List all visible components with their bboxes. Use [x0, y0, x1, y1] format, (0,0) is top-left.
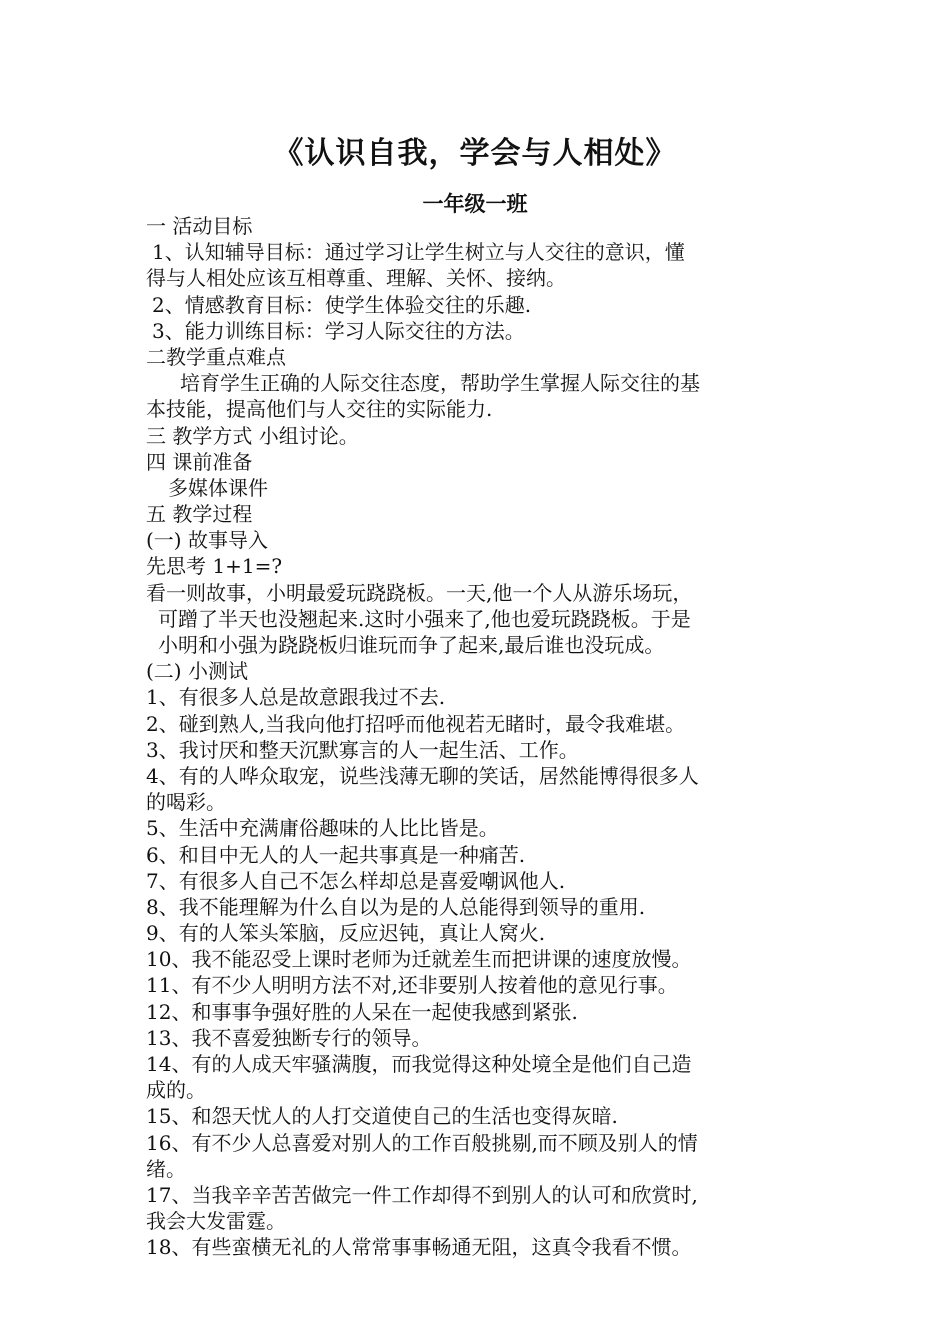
goal-item-1: 1、认知辅导目标：通过学习让学生树立与人交往的意识，懂 [152, 240, 685, 265]
focus-paragraph: 培育学生正确的人际交往态度，帮助学生掌握人际交往的基 [180, 371, 700, 396]
quiz-item: 18、有些蛮横无礼的人常常事事畅通无阻，这真令我看不惯。 [146, 1235, 692, 1260]
subsection-story: (一) 故事导入 [146, 528, 268, 553]
quiz-item: 2、碰到熟人,当我向他打招呼而他视若无睹时，最令我难堪。 [146, 711, 686, 736]
quiz-item: 8、我不能理解为什么自以为是的人总能得到领导的重用. [146, 894, 646, 919]
document-body [146, 213, 810, 1261]
quiz-item-cont: 绪。 [146, 1156, 186, 1181]
subsection-quiz: (二) 小测试 [146, 659, 248, 684]
goal-item-1-cont: 得与人相处应该互相尊重、理解、关怀、接纳。 [146, 266, 566, 291]
prep-item: 多媒体课件 [168, 475, 268, 500]
quiz-item-cont: 成的。 [146, 1078, 206, 1103]
section-heading-focus: 二教学重点难点 [146, 344, 286, 369]
quiz-item: 11、有不少人明明方法不对,还非要别人按着他的意见行事。 [146, 973, 678, 998]
quiz-item: 16、有不少人总喜爱对别人的工作百般挑剔,而不顾及别人的情 [146, 1130, 698, 1155]
story-paragraph: 看一则故事，小明最爱玩跷跷板。一天,他一个人从游乐场玩， [146, 580, 693, 605]
story-paragraph-cont: 可蹭了半天也没翘起来.这时小强来了,他也爱玩跷跷板。于是 [158, 606, 691, 631]
quiz-item: 9、有的人笨头笨脑，反应迟钝，真让人窝火. [146, 921, 546, 946]
document-title: 《认识自我，学会与人相处》 [273, 136, 677, 171]
quiz-item: 3、我讨厌和整天沉默寡言的人一起生活、工作。 [146, 737, 579, 762]
quiz-item: 6、和目中无人的人一起共事真是一种痛苦. [146, 842, 526, 867]
quiz-item: 7、有很多人自己不怎么样却总是喜爱嘲讽他人. [146, 868, 566, 893]
quiz-item: 5、生活中充满庸俗趣味的人比比皆是。 [146, 816, 499, 841]
quiz-item: 13、我不喜爱独断专行的领导。 [146, 1025, 432, 1050]
quiz-item-cont: 我会大发雷霆。 [146, 1209, 286, 1234]
goal-item-2: 2、情感教育目标：使学生体验交往的乐趣. [152, 292, 532, 317]
story-question: 先思考 1+1=? [146, 554, 283, 579]
quiz-item: 10、我不能忍受上课时老师为迁就差生而把讲课的速度放慢。 [146, 947, 692, 972]
focus-paragraph-cont: 本技能，提高他们与人交往的实际能力. [146, 397, 493, 422]
quiz-item: 17、当我辛辛苦苦做完一件工作却得不到别人的认可和欣赏时, [146, 1182, 698, 1207]
quiz-item: 15、和怨天忧人的人打交道使自己的生活也变得灰暗. [146, 1104, 618, 1129]
quiz-item: 14、有的人成天牢骚满腹，而我觉得这种处境全是他们自己造 [146, 1052, 692, 1076]
goal-item-3: 3、能力训练目标：学习人际交往的方法。 [152, 318, 525, 343]
quiz-item-cont: 的喝彩。 [146, 790, 226, 815]
story-paragraph-cont: 小明和小强为跷跷板归谁玩而争了起来,最后谁也没玩成。 [158, 633, 665, 657]
document-subtitle: 一年级一班 [422, 191, 528, 216]
section-heading-process: 五 教学过程 [146, 502, 253, 527]
quiz-item: 4、有的人哗众取宠，说些浅薄无聊的笑话，居然能博得很多人 [146, 763, 699, 788]
quiz-item: 1、有很多人总是故意跟我过不去. [146, 685, 446, 710]
quiz-item: 12、和事事争强好胜的人呆在一起使我感到紧张. [146, 999, 578, 1024]
section-heading-method: 三 教学方式 小组讨论。 [146, 423, 359, 448]
section-heading-prep: 四 课前准备 [146, 449, 253, 474]
section-heading-goals: 一 活动目标 [146, 214, 253, 238]
